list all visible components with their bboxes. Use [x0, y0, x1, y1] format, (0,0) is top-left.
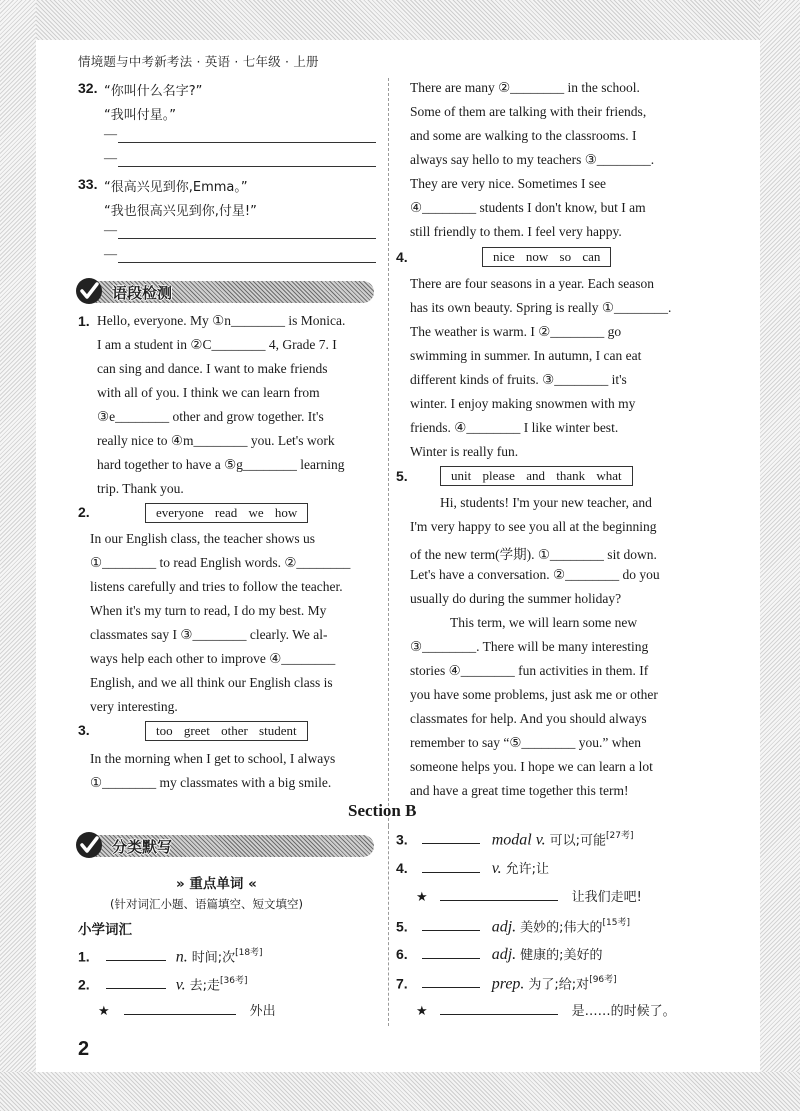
prompt-line: “很高兴见到你,Emma。”	[104, 180, 248, 195]
key-words-heading: » 重点单词 «	[176, 876, 257, 892]
question-number: 5.	[396, 468, 408, 484]
word-bank	[482, 247, 611, 267]
passage-line: of the new term(学期). ①________ sit down.	[410, 547, 657, 562]
part-of-speech: prep.	[491, 975, 525, 993]
dash-mark: —	[104, 126, 117, 141]
item-number: 4.	[396, 860, 408, 876]
question-number: 33.	[78, 176, 98, 192]
answer-line[interactable]	[118, 262, 376, 263]
passage-line: can sing and dance. I want to make friends	[97, 361, 328, 376]
answer-line[interactable]	[118, 142, 376, 143]
exam-count: [96考]	[589, 975, 617, 985]
exam-count: [36考]	[220, 976, 248, 986]
passage-line: This term, we will learn some new	[450, 615, 638, 630]
exam-count: [15考]	[602, 918, 631, 928]
vocab-item	[78, 945, 263, 966]
answer-blank[interactable]	[422, 843, 480, 844]
word-bank	[145, 721, 308, 741]
meaning: 为了;给;对	[528, 977, 590, 993]
scan-edge-left	[0, 0, 36, 1111]
dash-mark: —	[104, 246, 117, 261]
passage-line: ①________ to read English words. ②________	[90, 555, 351, 570]
passage-line: There are many ②________ in the school.	[410, 80, 640, 95]
meaning: 可以;可能	[549, 833, 606, 849]
section-banner-passage-check	[74, 276, 374, 306]
passage-line: still friendly to them. I feel very happy.	[410, 224, 622, 239]
check-badge-icon	[74, 276, 104, 306]
exam-count: [27考]	[606, 831, 634, 841]
primary-vocab-heading: 小学词汇	[78, 922, 132, 938]
passage-line: with all of you. I think we can learn from	[97, 385, 320, 400]
passage-line: remember to say “⑤________ you.” when	[410, 735, 642, 750]
prompt-line: “我叫付星。”	[104, 108, 176, 123]
part-of-speech: adj.	[491, 918, 517, 936]
scan-edge-bottom	[0, 1072, 800, 1111]
vocab-item	[396, 972, 617, 993]
passage-line: trip. Thank you.	[97, 481, 184, 496]
running-header: 情境题与中考新考法 · 英语 · 七年级 · 上册	[78, 54, 319, 69]
word-bank-box: nice now so can	[482, 247, 611, 267]
passage-line: swimming in summer. In autumn, I can eat	[410, 348, 642, 363]
vocab-item	[98, 1000, 276, 1020]
page-number: 2	[78, 1038, 90, 1060]
word-bank	[145, 503, 308, 523]
dash-mark: —	[104, 222, 117, 237]
vocab-item	[396, 858, 549, 878]
scan-edge-top	[0, 0, 800, 40]
passage-line: classmates for help. And you should always	[410, 711, 647, 726]
meaning: 允许;让	[505, 862, 549, 877]
passage-line: different kinds of fruits. ③________ it's	[410, 372, 627, 387]
answer-blank[interactable]	[422, 930, 480, 931]
passage-line: English, and we all think our English class is	[90, 675, 333, 690]
answer-blank[interactable]	[440, 1014, 558, 1015]
passage-line: very interesting.	[90, 699, 178, 714]
vocab-item	[396, 828, 633, 849]
passage-line: hard together to have a ⑤g________ learning	[97, 457, 345, 472]
item-number: 2.	[78, 976, 90, 993]
banner-title: 分类默写	[112, 838, 173, 856]
passage-line: classmates say I ③________ clearly. We al-	[90, 627, 328, 642]
passage-line: friends. ④________ I like winter best.	[410, 420, 619, 435]
section-b-title: Section B	[348, 801, 417, 820]
question-number: 3.	[78, 722, 90, 738]
passage-line: There are four seasons in a year. Each season	[410, 276, 655, 291]
banner-title: 语段检测	[112, 284, 173, 302]
question-number: 1.	[78, 313, 90, 329]
passage-line: Some of them are talking with their friends,	[410, 104, 647, 119]
answer-line[interactable]	[118, 238, 376, 239]
item-number: 5.	[396, 918, 408, 935]
dash-mark: —	[104, 150, 117, 165]
passage-line: someone helps you. I hope we can learn a lot	[410, 759, 653, 774]
question-number: 4.	[396, 249, 408, 265]
answer-blank[interactable]	[124, 1014, 236, 1015]
passage-line: Hello, everyone. My ①n________ is Monica.	[97, 313, 346, 328]
meaning: 是……的时候了。	[571, 1004, 676, 1019]
part-of-speech: v.	[491, 860, 502, 877]
passage-line: In our English class, the teacher shows us	[90, 531, 315, 546]
question-number: 2.	[78, 504, 90, 520]
answer-blank[interactable]	[422, 987, 480, 988]
passage-line: Hi, students! I'm your new teacher, and	[440, 495, 652, 510]
answer-blank[interactable]	[422, 872, 480, 873]
check-badge-icon	[74, 830, 104, 860]
item-number: 7.	[396, 975, 408, 992]
meaning: 时间;次	[191, 950, 236, 966]
passage-line: stories ④________ fun activities in them. If	[410, 663, 649, 678]
passage-line: ③________. There will be many interesting	[410, 639, 649, 654]
meaning: 去;走	[189, 978, 220, 994]
vocab-item	[396, 944, 603, 964]
star-icon: ★	[416, 890, 428, 905]
word-bank-box: too greet other student	[145, 721, 308, 741]
question-number: 32.	[78, 80, 98, 96]
part-of-speech: n.	[175, 948, 188, 966]
prompt-line: “你叫什么名字?”	[104, 84, 203, 99]
star-icon: ★	[98, 1004, 110, 1019]
star-icon: ★	[416, 1004, 428, 1019]
key-words-note: (针对词汇小题、语篇填空、短文填空)	[110, 897, 303, 911]
passage-line: and have a great time together this term!	[410, 783, 629, 798]
meaning: 让我们走吧!	[571, 890, 642, 905]
passage-line: and some are walking to the classrooms. I	[410, 128, 637, 143]
passage-line: The weather is warm. I ②________ go	[410, 324, 622, 339]
passage-line: winter. I enjoy making snowmen with my	[410, 396, 636, 411]
passage-line: ways help each other to improve ④________	[90, 651, 336, 666]
part-of-speech: adj.	[491, 946, 517, 963]
answer-blank[interactable]	[106, 988, 166, 989]
meaning: 健康的;美好的	[520, 948, 603, 963]
scan-edge-right	[760, 0, 800, 1111]
passage-line: usually do during the summer holiday?	[410, 591, 622, 606]
passage-line: ④________ students I don't know, but I am	[410, 200, 646, 215]
word-bank	[440, 466, 633, 486]
item-number: 1.	[78, 948, 90, 965]
passage-line: always say hello to my teachers ③________.	[410, 152, 655, 167]
passage-line: Let's have a conversation. ②________ do you	[410, 567, 660, 582]
passage-line: really nice to ④m________ you. Let's work	[97, 433, 335, 448]
vocab-item	[416, 886, 642, 906]
passage-line: has its own beauty. Spring is really ①________.	[410, 300, 672, 315]
prompt-line: “我也很高兴见到你,付星!”	[104, 204, 257, 219]
answer-blank[interactable]	[106, 960, 166, 961]
passage-line: When it's my turn to read, I do my best. My	[90, 603, 327, 618]
passage-line: I am a student in ②C________ 4, Grade 7. I	[97, 337, 337, 352]
meaning: 美妙的;伟大的	[520, 920, 603, 936]
meaning: 外出	[249, 1004, 276, 1019]
passage-line: ③e________ other and grow together. It's	[97, 409, 324, 424]
passage-line: Winter is really fun.	[410, 444, 519, 459]
vocab-item	[78, 973, 247, 994]
passage-line: I'm very happy to see you all at the beginning	[410, 519, 657, 534]
item-number: 3.	[396, 831, 408, 848]
word-bank-box: everyone read we how	[145, 503, 308, 523]
part-of-speech: v.	[175, 976, 186, 994]
answer-line[interactable]	[118, 166, 376, 167]
part-of-speech: modal v.	[491, 831, 546, 849]
word-bank-box: unit please and thank what	[440, 466, 633, 486]
vocab-item	[416, 1000, 676, 1020]
vocab-item	[396, 915, 630, 936]
passage-line: They are very nice. Sometimes I see	[410, 176, 607, 191]
item-number: 6.	[396, 946, 408, 962]
column-divider-lower	[388, 826, 389, 1026]
passage-line: In the morning when I get to school, I always	[90, 751, 336, 766]
column-divider	[388, 78, 389, 826]
answer-blank[interactable]	[440, 900, 558, 901]
passage-line: listens carefully and tries to follow the teacher.	[90, 579, 343, 594]
passage-line: ①________ my classmates with a big smile.	[90, 775, 332, 790]
section-banner-categorized-dictation	[74, 830, 374, 860]
answer-blank[interactable]	[422, 958, 480, 959]
exam-count: [18考]	[235, 948, 263, 958]
passage-line: you have some problems, just ask me or other	[410, 687, 658, 702]
